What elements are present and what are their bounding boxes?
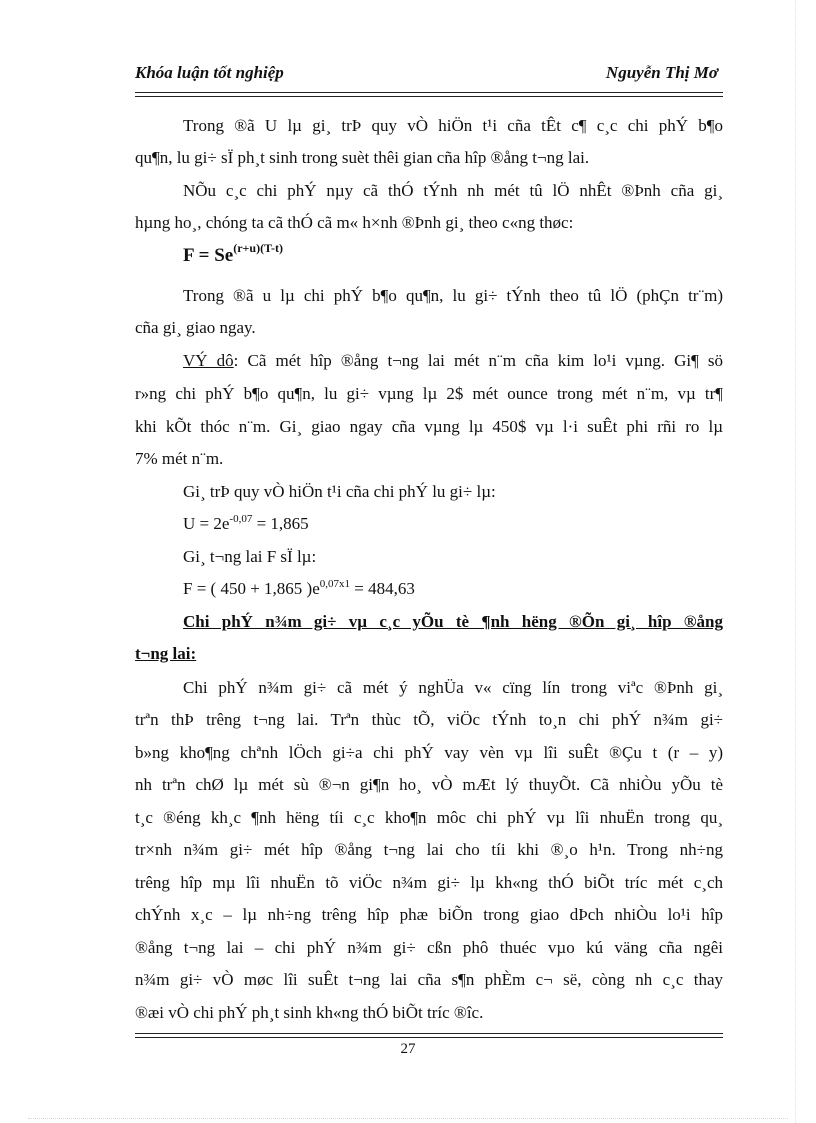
page-edge-dotted-line-vertical	[795, 0, 796, 1123]
formula-base: F = Se	[183, 245, 234, 266]
header-thesis-title: Khóa luận tốt nghiệp	[135, 63, 284, 82]
paragraph-line: ®æi vÒ chi phÝ ph¸t sinh kh«ng thÓ biÕt tríc ®îc.	[135, 1003, 484, 1022]
page-edge-dotted-line	[28, 1118, 788, 1119]
example-line: khi kÕt thóc n¨m. Gi¸ giao ngay cña vµng lµ 450$ vµ l·i suÊt phi rñi ro lµ	[135, 417, 723, 436]
example-text: : Cã mét hîp ®ång t¬ng lai mét n¨m cña kim lo¹i vµng. Gi¶ sö	[233, 351, 723, 370]
formula-exponent: (r+u)(T-t)	[233, 241, 283, 255]
example-line	[183, 349, 723, 373]
paragraph-line: NÕu c¸c chi phÝ nµy cã thÓ tÝnh nh mét tû lÖ nhÊt ®Þnh cña gi¸	[183, 181, 723, 200]
formula-result: = 1,865	[252, 514, 309, 533]
formula-f	[183, 577, 415, 601]
paragraph-line: trêng hîp mµ lîi nhuËn tõ viÖc n¾m gi÷ lµ kh«ng thÓ biÕt tríc mét c¸ch	[135, 873, 723, 892]
calculation-line: Gi¸ t¬ng lai F sÏ lµ:	[183, 547, 317, 566]
calculation-line: Gi¸ trÞ quy vÒ hiÖn t¹i cña chi phÝ lu gi÷ lµ:	[183, 482, 496, 501]
section-heading: Chi phÝ n¾m gi÷ vµ c¸c yÕu tè ¶nh hëng ®Õn gi¸ hîp ®ång	[183, 612, 723, 631]
formula-base: U = 2e	[183, 514, 230, 533]
paragraph-line: hµng ho¸, chóng ta cã thÓ cã m« h×nh ®Þnh gi¸ theo c«ng thøc:	[135, 213, 574, 232]
paragraph-line: Chi phÝ n¾m gi÷ cã mét ý nghÜa v« cïng lín trong viªc ®Þnh gi¸	[183, 678, 723, 697]
footer-rule-bottom	[135, 1037, 723, 1038]
footer-rule-top	[135, 1033, 723, 1034]
paragraph-line: t¸c ®éng kh¸c ¶nh hëng tíi c¸c kho¶n môc chi phÝ vµ lîi nhuËn trong qu¸	[135, 808, 723, 827]
formula-u	[183, 512, 309, 536]
paragraph-line: b»ng kho¶ng chªnh lÖch gi÷a chi phÝ vay vèn vµ lîi suÊt ®Çu t (r – y)	[135, 743, 723, 762]
paragraph-line: cña gi¸ giao ngay.	[135, 318, 256, 337]
header-rule-bottom	[135, 96, 723, 97]
header-author-name: Nguyễn Thị Mơ	[605, 63, 718, 82]
paragraph-line: qu¶n, lu gi÷ sÏ ph¸t sinh trong suèt thêi gian cña hîp ®ång t¬ng lai.	[135, 148, 590, 167]
paragraph-line: nh trªn chØ lµ mét sù ®¬n gi¶n ho¸ vÒ mÆt lý thuyÕt. Cã nhiÒu yÕu tè	[135, 775, 723, 794]
paragraph-line: ®ång t¬ng lai – chi phÝ n¾m gi÷ cßn phô thuéc vµo kú väng cña ngêi	[135, 938, 723, 957]
example-label: VÝ dô	[183, 351, 234, 370]
formula-result: = 484,63	[350, 579, 415, 598]
formula-carry-cost	[183, 241, 283, 268]
formula-exponent: 0,07x1	[319, 578, 350, 590]
paragraph-line: Trong ®ã U lµ gi¸ trÞ quy vÒ hiÖn t¹i cña tÊt c¶ c¸c chi phÝ b¶o	[183, 116, 723, 135]
example-line: r»ng chi phÝ b¶o qu¶n, lu gi÷ vµng lµ 2$ mét ounce trong mét n¨m, vµ tr¶	[135, 384, 723, 403]
example-line: 7% mét n¨m.	[135, 449, 224, 468]
page-number: 27	[400, 1041, 416, 1057]
formula-exponent: -0,07	[229, 513, 253, 525]
paragraph-line: chÝnh x¸c – lµ nh÷ng trêng hîp phæ biÕn trong giao dÞch nhiÒu lo¹i hîp	[135, 905, 723, 924]
formula-base: F = ( 450 + 1,865 )e	[183, 579, 320, 598]
section-heading: t¬ng lai:	[135, 644, 197, 663]
paragraph-line: Trong ®ã u lµ chi phÝ b¶o qu¶n, lu gi÷ tÝnh theo tû lÖ (phÇn tr¨m)	[183, 286, 723, 305]
paragraph-line: trªn thÞ trêng t¬ng lai. Trªn thùc tÕ, viÖc tÝnh to¸n chi phÝ n¾m gi÷	[135, 710, 723, 729]
paragraph-line: tr×nh n¾m gi÷ mét hîp ®ång t¬ng lai cho tíi khi ®¸o h¹n. Trong nh÷ng	[135, 840, 723, 859]
header-rule-top	[135, 92, 723, 93]
paragraph-line: n¾m gi÷ vÒ møc lîi suÊt t¬ng lai cña s¶n phÈm c¬ së, còng nh c¸c thay	[135, 970, 723, 989]
